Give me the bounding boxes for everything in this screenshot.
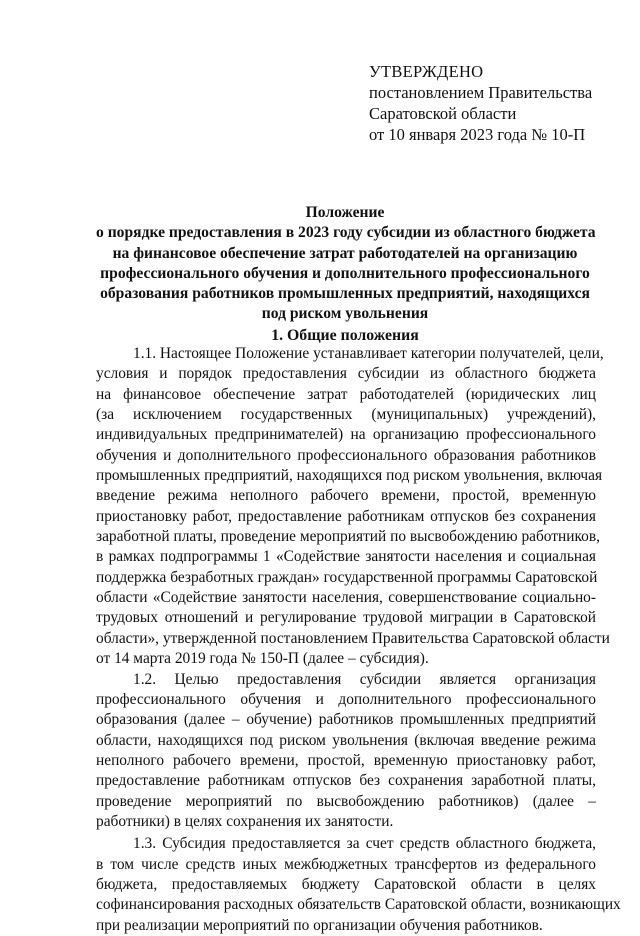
- title-line: на финансовое обеспечение затрат работодателей на организацию: [112, 244, 578, 262]
- section-heading: 1. Общие положения: [271, 327, 419, 344]
- text-line: софинансирования расходных обязательств Саратовской области, возникающих: [96, 896, 621, 914]
- text-line: 1.3. Субсидия предоставляется за счет средств областного бюджета,: [133, 835, 596, 853]
- text-line: введение режима неполного рабочего времени, простой, временную: [96, 487, 596, 505]
- text-line: в рамках подпрограммы 1 «Содействие занятости населения и социальная: [96, 548, 596, 566]
- title-line: образования работников промышленных предприятий, находящихся: [100, 285, 590, 303]
- document-title: [96, 203, 594, 325]
- text-line: проведение мероприятий по высвобождению работников) (далее –: [96, 792, 596, 810]
- text-line: неполного рабочего времени, простой, временную приостановку работ,: [96, 751, 596, 769]
- paragraph-1-2: [96, 670, 596, 833]
- text-line: области, находящихся под риском увольнения (включая введение режима: [96, 731, 596, 749]
- paragraph-1-1: [96, 344, 610, 670]
- text-line: условия и порядок предоставления субсидии из областного бюджета: [96, 365, 596, 383]
- approval-date: от 10 января 2023 года № 10-П: [369, 125, 586, 144]
- text-line: 1.1. Настоящее Положение устанавливает категории получателей, цели,: [133, 345, 604, 362]
- title-line: о порядке предоставления в 2023 году субсидии из областного бюджета: [96, 224, 596, 242]
- text-line: предоставление работникам отпусков без сохранения заработной платы,: [96, 772, 596, 790]
- title-line: профессионального обучения и дополнительного профессионального: [100, 264, 590, 282]
- text-line: трудовых отношений и регулирование трудовой миграции в Саратовской: [96, 609, 596, 627]
- text-line: профессионального обучения и дополнительного профессионального: [96, 690, 596, 708]
- section-body: [96, 344, 621, 936]
- title-line: Положение: [305, 204, 385, 221]
- text-line: в том числе средств иных межбюджетных трансфертов из федерального: [96, 855, 596, 873]
- text-line: поддержка безработных граждан» государственной программы Саратовской: [96, 568, 598, 586]
- text-line: работники) в целях сохранения их занятости.: [96, 812, 394, 830]
- text-line: при реализации мероприятий по организации обучения работников.: [96, 916, 543, 934]
- approval-decree: постановлением Правительства: [369, 83, 593, 102]
- approval-stamp: [369, 61, 629, 145]
- text-line: 1.2. Целью предоставления субсидии является организация: [133, 670, 596, 688]
- text-line: бюджета, предоставляемых бюджету Саратовской области в целях: [96, 875, 596, 893]
- title-line: под риском увольнения: [261, 305, 429, 323]
- text-line: области «Содействие занятости населения, совершенствование социально-: [96, 589, 596, 607]
- text-line: приостановку работ, предоставление работникам отпусков без сохранения: [96, 507, 596, 525]
- text-line: области», утвержденной постановлением Правительства Саратовской области: [96, 629, 610, 647]
- text-line: на финансовое обеспечение затрат работодателей (юридических лиц: [96, 385, 596, 403]
- text-line: (за исключением государственных (муниципальных) учреждений),: [96, 406, 596, 424]
- text-line: обучения и дополнительного профессионального образования работников: [96, 446, 596, 464]
- approval-heading: УТВЕРЖДЕНО: [369, 62, 484, 81]
- text-line: индивидуальных предпринимателей) на организацию профессионального: [96, 426, 596, 444]
- paragraph-1-3: [96, 834, 621, 936]
- text-line: образования (далее – обучение) работников промышленных предприятий: [96, 711, 596, 729]
- text-line: заработной платы, проведение мероприятий по высвобождению работников,: [96, 528, 600, 546]
- text-line: промышленных предприятий, находящихся под риском увольнения, включая: [96, 467, 603, 485]
- text-line: от 14 марта 2019 года № 150-П (далее – субсидия).: [96, 650, 429, 668]
- approval-region: Саратовской области: [369, 104, 517, 123]
